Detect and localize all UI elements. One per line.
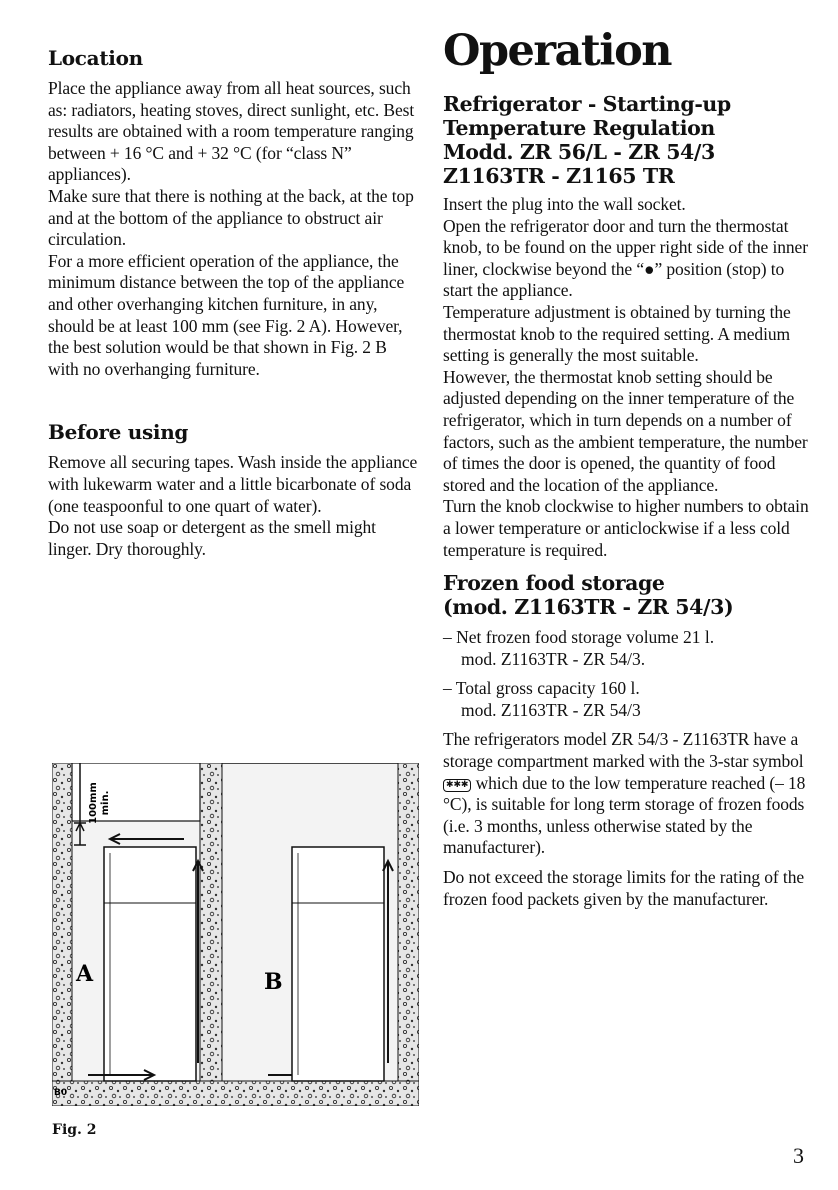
- frozen-heading-line: Frozen food storage: [443, 571, 665, 596]
- wall-left: [52, 763, 72, 1106]
- refrigerator-heading: [443, 92, 815, 188]
- figure-caption: Fig. 2: [52, 1122, 97, 1138]
- fridge-a: [104, 847, 196, 1081]
- frozen-bullet-list: [443, 627, 815, 721]
- wall-mid: [200, 763, 222, 1106]
- label-a: A: [76, 961, 94, 987]
- location-heading: Location: [48, 46, 143, 70]
- page-number: 3: [793, 1143, 804, 1168]
- frozen-food-heading: [443, 571, 815, 619]
- frozen-text-part: which due to the low temperature reached (– 18 °C), is suitable for long term storage of frozen foods (i.e. 3 months, unless otherwise stated by the manufacturer).: [443, 772, 806, 858]
- fridge-b: [292, 847, 384, 1081]
- before-using-heading: Before using: [48, 420, 189, 445]
- right-column: [443, 28, 815, 910]
- frozen-text-part: The refrigerators model ZR 54/3 - Z1163TR have a storage compartment marked with the 3-star symbol: [443, 729, 804, 772]
- location-text: Place the appliance away from all heat sources, such as: radiators, heating stoves, direct sunlight, etc. Best results are obtained with a room temperature ranging between + 16 °C and + 32 °C (for “class N” appliances). Make sure that there is nothing at the back, at the top and at the bottom of the appliance to obstruct air circulation. For a more efficient operation of the appliance, the minimum distance between the top of the appliance and other overhanging kitchen furniture, in any, should be at least 100 mm (see Fig. 2 A). However, the best solution would be that shown in Fig. 2 B with no overhanging furniture.: [48, 78, 415, 379]
- wall-right: [398, 763, 419, 1106]
- refrigerator-heading-line: Temperature Regulation: [443, 116, 715, 140]
- list-item: – Net frozen food storage volume 21 l. mod. Z1163TR - ZR 54/3.: [443, 627, 715, 669]
- refrigerator-heading-line: Z1163TR - Z1165 TR: [443, 164, 675, 188]
- floor: [52, 1081, 419, 1106]
- list-item: – Total gross capacity 160 l. mod. Z1163TR - ZR 54/3: [443, 678, 641, 720]
- before-using-text: Remove all securing tapes. Wash inside the appliance with lukewarm water and a little bicarbonate of soda (one teaspoonful to one quart of water). Do not use soap or detergent as the smell might linger. Dry thoroughly.: [48, 452, 418, 559]
- figure-2: [52, 763, 419, 1106]
- three-star-symbol-icon: ✱✱✱: [443, 779, 471, 792]
- frozen-text-1: [443, 729, 815, 859]
- frozen-heading-line: (mod. Z1163TR - ZR 54/3): [443, 595, 734, 620]
- label-b: B: [264, 969, 283, 995]
- refrigerator-heading-line: Modd. ZR 56/L - ZR 54/3: [443, 140, 715, 164]
- refrigerator-text: Insert the plug into the wall socket. Open the refrigerator door and turn the thermostat knob, to be found on the upper right side of the inner liner, clockwise beyond the “●” position (stop) to start the appliance. Temperature adjustment is obtained by turning the thermostat knob to the required setting. A medium setting is generally the most suitable. However, the thermostat knob setting should be adjusted depending on the inner temperature of the refrigerator, which in turn depends on a number of factors, such as the ambient temperature, the number of times the door is opened, the quantity of food stored and the location of the appliance. Turn the knob clockwise to higher numbers to obtain a lower temperature or anticlockwise if a less cold temperature is required.: [443, 194, 809, 560]
- frozen-text-2: Do not exceed the storage limits for the rating of the frozen food packets given by the manufacturer.: [443, 867, 805, 909]
- corner-label: B0: [54, 1088, 68, 1098]
- left-column: [48, 46, 418, 560]
- installation-diagram: [52, 763, 419, 1106]
- refrigerator-heading-line: Refrigerator - Starting-up: [443, 92, 731, 116]
- operation-title: Operation: [443, 26, 672, 76]
- dimension-label-bottom: min.: [100, 790, 111, 816]
- dimension-label-top: 100mm: [88, 782, 99, 824]
